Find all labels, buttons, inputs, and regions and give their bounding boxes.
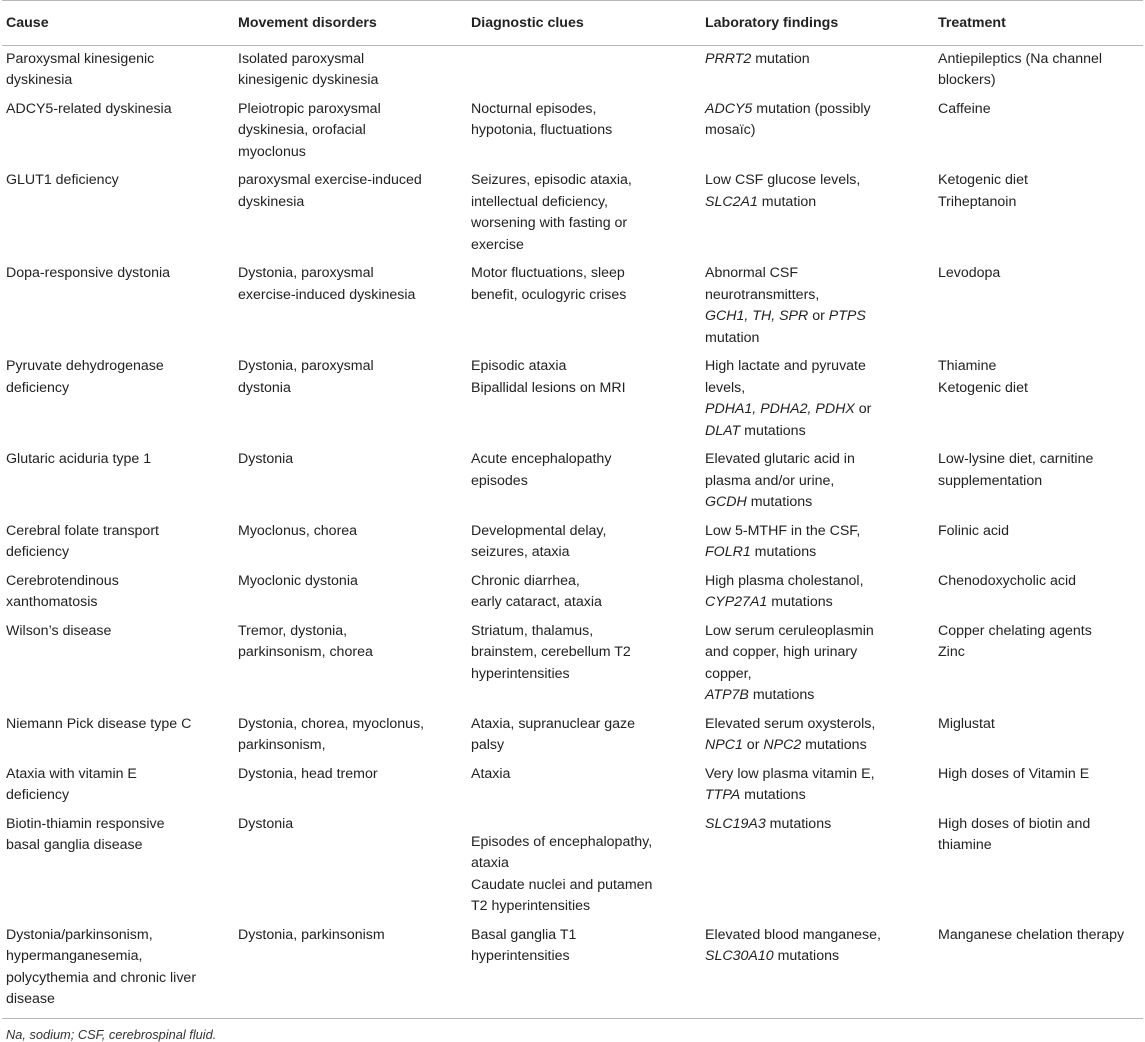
cell-line: brainstem, cerebellum T2 [471,644,631,660]
cell-treatment [934,811,1143,922]
movement-disorders-table [2,0,1143,1019]
cell-line: GCDH mutations [705,494,813,510]
cell-laboratory-findings [701,922,934,1019]
cell-line: dystonia [238,379,291,396]
table-row [2,761,1143,811]
cell-line: Episodic ataxia [471,358,567,374]
table-row [2,711,1143,761]
cell-cause [2,568,234,618]
cell-line: FOLR1 mutations [705,544,817,560]
cell-line: dyskinesia, orofacial [238,122,366,138]
cell-cause [2,260,234,353]
cell-line: blockers) [938,72,996,88]
cell-movement-disorders [234,518,467,568]
cell-line: Pleiotropic paroxysmal [238,100,381,117]
cell-movement-disorders [234,260,467,353]
cell-line: basal ganglia disease [6,837,143,853]
cell-treatment [934,353,1143,446]
table-row [2,922,1143,1019]
table-row [2,260,1143,353]
cell-line: worsening with fasting or [471,215,628,231]
cell-line: Dystonia, parkinsonism [238,926,385,943]
cell-line: Seizures, episodic ataxia, [471,172,632,188]
cell-line: High plasma cholestanol, [705,572,864,589]
gene-name: SLC19A3 [705,815,766,832]
cell-laboratory-findings [701,353,934,446]
cell-line: Dystonia [238,451,294,467]
cell-line: deficiency [6,787,70,803]
cell-movement-disorders [234,618,467,711]
gene-name: SLC2A1 [705,193,758,210]
cell-movement-disorders [234,446,467,518]
cell-line: polycythemia and chronic liver [6,969,197,986]
cell-line: Folinic acid [938,522,1009,539]
cell-diagnostic-clues [467,618,701,711]
cell-line: Low 5-MTHF in the CSF, [705,522,861,539]
cell-line: ADCY5 mutation (possibly [705,100,871,117]
cell-line: GCH1, TH, SPR or PTPS [705,308,866,324]
cell-line: Ataxia, supranuclear gaze [471,715,636,732]
cell-diagnostic-clues [467,167,701,260]
cell-line: neurotransmitters, [705,286,820,303]
cell-line: Biotin-thiamin responsive [6,815,165,832]
cell-line: Acute encephalopathy [471,451,612,467]
cell-line: Paroxysmal kinesigenic [6,50,155,67]
cell-cause [2,446,234,518]
cell-movement-disorders [234,353,467,446]
cell-diagnostic-clues [467,922,701,1019]
cell-line: Elevated blood manganese, [705,926,881,943]
cell-movement-disorders [234,568,467,618]
cell-line: Miglustat [938,715,995,732]
cell-line: Ataxia with vitamin E [6,765,137,782]
cell-diagnostic-clues [467,711,701,761]
cell-line: Glutaric aciduria type 1 [6,451,152,467]
cell-line: myoclonus [238,143,306,160]
cell-line: parkinsonism, [238,737,326,753]
cell-line: Myoclonic dystonia [238,572,358,589]
cell-line: early cataract, ataxia [471,594,602,610]
cell-line: Cerebrotendinous [6,572,119,589]
cell-line: deficiency [6,379,70,396]
cell-treatment [934,568,1143,618]
cell-line: plasma and/or urine, [705,472,835,489]
cell-line: Triheptanoin [938,193,1017,210]
cell-line: High doses of Vitamin E [938,765,1090,782]
cell-line: TTPA mutations [705,787,806,803]
cell-diagnostic-clues [467,518,701,568]
cell-line: SLC19A3 mutations [705,815,832,832]
cell-line: Elevated glutaric acid in [705,451,855,467]
cell-laboratory-findings [701,446,934,518]
cell-movement-disorders [234,922,467,1019]
cell-cause [2,167,234,260]
cell-laboratory-findings [701,568,934,618]
table-body [2,45,1143,1018]
cell-line: disease [6,991,55,1007]
cell-movement-disorders [234,711,467,761]
cell-line: Episodes of encephalopathy, [471,833,653,850]
cell-line: ADCY5-related dyskinesia [6,100,172,117]
cell-line: Nocturnal episodes, [471,100,597,117]
cell-line: High lactate and pyruvate [705,358,866,374]
cell-treatment [934,618,1143,711]
gene-name: PTPS [828,308,866,324]
cell-line: dyskinesia [238,193,305,210]
cell-line: Isolated paroxysmal [238,50,365,67]
cell-line: dyskinesia [6,72,73,88]
cell-line: Striatum, thalamus, [471,622,594,639]
cell-line: Niemann Pick disease type C [6,715,192,732]
cell-movement-disorders [234,45,467,96]
cell-diagnostic-clues [467,568,701,618]
cell-line: Ataxia [471,765,511,782]
cell-line: mutation [705,329,760,346]
gene-name: TTPA [705,787,741,803]
table-footnote: Na, sodium; CSF, cerebrospinal fluid. [6,1026,217,1042]
header-movement-disorders: Movement disorders [234,1,467,46]
cell-line: Developmental delay, [471,522,607,539]
gene-name: ATP7B [705,687,749,703]
cell-line: ATP7B mutations [705,687,815,703]
cell-line: Motor fluctuations, sleep [471,265,625,281]
table-row [2,568,1143,618]
cell-line: mosaïc) [705,122,756,138]
cell-line: paroxysmal exercise-induced [238,172,422,188]
cell-treatment [934,45,1143,96]
cell-line: Dystonia/parkinsonism, [6,926,153,943]
cell-line: SLC30A10 mutations [705,948,840,964]
cell-line: benefit, oculogyric crises [471,286,627,303]
table-row [2,446,1143,518]
cell-laboratory-findings [701,711,934,761]
cell-line: Tremor, dystonia, [238,622,348,639]
header-cause: Cause [2,1,234,46]
table-row [2,518,1143,568]
cell-line: seizures, ataxia [471,544,570,560]
cell-line: ataxia [471,855,509,871]
cell-laboratory-findings [701,518,934,568]
cell-line: Low serum ceruleoplasmin [705,622,874,639]
cell-line: Thiamine [938,358,997,374]
cell-line: parkinsonism, chorea [238,644,373,660]
cell-line: Dopa-responsive dystonia [6,265,171,281]
cell-line: Chenodoxycholic acid [938,572,1077,589]
cell-line: NPC1 or NPC2 mutations [705,737,867,753]
cell-treatment [934,922,1143,1019]
cell-line: Caudate nuclei and putamen [471,876,653,893]
cell-line: Copper chelating agents [938,622,1092,639]
table-row [2,353,1143,446]
table-row [2,618,1143,711]
gene-name: PDHA1, PDHA2, PDHX [705,401,855,417]
cell-laboratory-findings [701,811,934,922]
gene-name: NPC1 [705,737,743,753]
cell-line: High doses of biotin and [938,815,1091,832]
cell-line: Pyruvate dehydrogenase [6,358,164,374]
cell-line: kinesigenic dyskinesia [238,72,379,88]
cell-laboratory-findings [701,45,934,96]
cell-line: Wilson’s disease [6,622,112,639]
cell-line: exercise-induced dyskinesia [238,286,416,303]
header-diagnostic-clues: Diagnostic clues [467,1,701,46]
cell-line: thiamine [938,837,992,853]
cell-line: PDHA1, PDHA2, PDHX or [705,401,872,417]
cell-line: Dystonia, chorea, myoclonus, [238,715,425,732]
cell-laboratory-findings [701,761,934,811]
cell-line: Low CSF glucose levels, [705,172,861,188]
cell-treatment [934,761,1143,811]
gene-name: DLAT [705,422,741,439]
gene-name: SLC30A10 [705,948,774,964]
cell-line: Basal ganglia T1 [471,926,577,943]
cell-line: copper, [705,665,752,682]
cell-line: Myoclonus, chorea [238,522,358,539]
cell-line: Elevated serum oxysterols, [705,715,876,732]
cell-line: Caffeine [938,100,991,117]
cell-line: Cerebral folate transport [6,522,159,539]
cell-movement-disorders [234,811,467,922]
cell-line: Dystonia, paroxysmal [238,265,374,281]
gene-name: NPC2 [763,737,802,753]
header-treatment: Treatment [934,1,1143,46]
cell-line: hypotonia, fluctuations [471,122,613,138]
cell-cause [2,922,234,1019]
cell-cause [2,45,234,96]
table-row [2,811,1143,922]
cell-movement-disorders [234,761,467,811]
cell-line [471,814,701,832]
cell-diagnostic-clues [467,260,701,353]
cell-treatment [934,167,1143,260]
cell-treatment [934,711,1143,761]
cell-line: Manganese chelation therapy [938,926,1125,943]
cell-line: SLC2A1 mutation [705,193,817,210]
cell-line: Antiepileptics (Na channel [938,50,1103,67]
cell-movement-disorders [234,167,467,260]
cell-cause [2,711,234,761]
cell-movement-disorders [234,96,467,168]
cell-line: hyperintensities [471,948,570,964]
gene-name: ADCY5 [705,100,753,117]
cell-treatment [934,446,1143,518]
cell-laboratory-findings [701,96,934,168]
table-header-row [2,1,1143,46]
cell-diagnostic-clues [467,446,701,518]
gene-name: CYP27A1 [705,594,768,610]
cell-laboratory-findings [701,260,934,353]
cell-diagnostic-clues [467,45,701,96]
gene-name: GCH1, TH, SPR [705,308,809,324]
cell-cause [2,96,234,168]
cell-cause [2,811,234,922]
gene-name: FOLR1 [705,544,751,560]
cell-diagnostic-clues [467,353,701,446]
cell-diagnostic-clues [467,96,701,168]
cell-line: Dystonia [238,815,294,832]
cell-laboratory-findings [701,167,934,260]
cell-cause [2,618,234,711]
cell-cause [2,353,234,446]
cell-line: Ketogenic diet [938,172,1028,188]
cell-line: levels, [705,379,746,396]
cell-line: Ketogenic diet [938,379,1028,396]
cell-treatment [934,260,1143,353]
cell-line: intellectual deficiency, [471,193,608,210]
cell-line: Dystonia, head tremor [238,765,378,782]
cell-cause [2,518,234,568]
cell-line: Levodopa [938,265,1001,281]
cell-line: CYP27A1 mutations [705,594,833,610]
cell-line: palsy [471,737,505,753]
cell-line: hyperintensities [471,665,570,682]
cell-line: Very low plasma vitamin E, [705,765,875,782]
cell-line: Abnormal CSF [705,265,799,281]
cell-line: Zinc [938,644,965,660]
cell-treatment [934,518,1143,568]
table-row [2,96,1143,168]
cell-line: GLUT1 deficiency [6,172,119,188]
cell-cause [2,761,234,811]
cell-diagnostic-clues [467,811,701,922]
cell-line: and copper, high urinary [705,644,858,660]
cell-diagnostic-clues [467,761,701,811]
cell-line: deficiency [6,544,70,560]
cell-line: DLAT mutations [705,422,806,439]
cell-line: exercise [471,236,524,253]
cell-line: PRRT2 mutation [705,50,810,67]
cell-line: hypermanganesemia, [6,948,143,964]
cell-line: episodes [471,472,528,489]
cell-line: Dystonia, paroxysmal [238,358,374,374]
cell-line: Low-lysine diet, carnitine [938,451,1094,467]
gene-name: GCDH [705,494,747,510]
table-row [2,167,1143,260]
cell-line: Chronic diarrhea, [471,572,580,589]
header-laboratory-findings: Laboratory findings [701,1,934,46]
cell-laboratory-findings [701,618,934,711]
table-row [2,45,1143,96]
cell-line: supplementation [938,472,1043,489]
gene-name: PRRT2 [705,50,752,67]
cell-line: Bipallidal lesions on MRI [471,379,626,396]
cell-line: xanthomatosis [6,594,98,610]
cell-treatment [934,96,1143,168]
cell-line: T2 hyperintensities [471,898,591,914]
